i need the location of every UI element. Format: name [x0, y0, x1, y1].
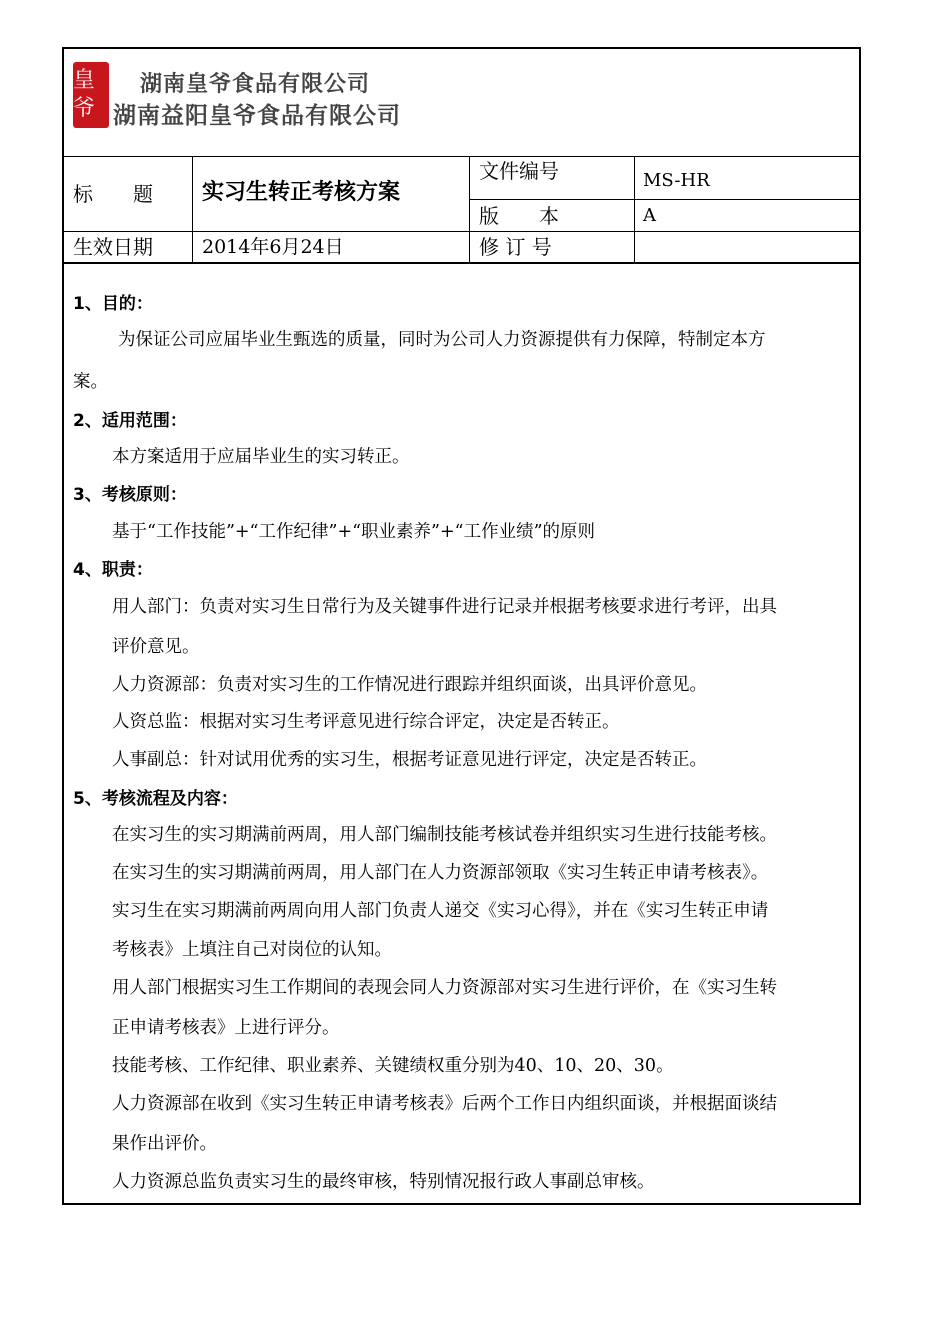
file-no-label: 文件编号: [479, 159, 559, 183]
effective-date-value: 2014年6月24日: [202, 236, 344, 258]
version-value: A: [643, 205, 656, 226]
title-label: 标 题: [73, 182, 153, 206]
rule: [64, 156, 861, 157]
section-heading: 1、目的：: [73, 294, 153, 314]
paragraph: 人事副总：针对试用优秀的实习生，根据考证意见进行评定，决定是否转正。: [112, 750, 707, 770]
section-heading: 4、职责：: [73, 560, 153, 580]
paragraph: 在实习生的实习期满前两周，用人部门在人力资源部领取《实习生转正申请考核表》。: [112, 863, 769, 883]
paragraph: 人力资源部：负责对实习生的工作情况进行跟踪并组织面谈，出具评价意见。: [112, 675, 707, 695]
rule: [64, 262, 861, 264]
paragraph: 用人部门：负责对实习生日常行为及关键事件进行记录并根据考核要求进行考评，出具: [112, 597, 777, 617]
company-name-2: 湖南益阳皇爷食品有限公司: [113, 103, 401, 129]
paragraph: 本方案适用于应届毕业生的实习转正。: [112, 447, 410, 467]
paragraph: 正申请考核表》上进行评分。: [112, 1018, 340, 1038]
section-heading: 2、适用范围：: [73, 411, 187, 431]
paragraph: 人力资源部在收到《实习生转正申请考核表》后两个工作日内组织面谈，并根据面谈结: [112, 1094, 777, 1114]
paragraph: 考核表》上填注自己对岗位的认知。: [112, 940, 392, 960]
paragraph: 评价意见。: [112, 637, 200, 657]
document-title: 实习生转正考核方案: [202, 180, 401, 205]
paragraph: 用人部门根据实习生工作期间的表现会同人力资源部对实习生进行评价，在《实习生转: [112, 978, 777, 998]
paragraph: 基于“工作技能”+“工作纪律”+“职业素养”+“工作业绩”的原则: [112, 522, 596, 542]
paragraph: 案。: [73, 372, 108, 392]
paragraph: 技能考核、工作纪律、职业素养、关键绩权重分别为40、10、20、30。: [112, 1056, 674, 1076]
rule: [469, 199, 861, 200]
effective-date-label: 生效日期: [73, 235, 153, 259]
paragraph: 实习生在实习期满前两周向用人部门负责人递交《实习心得》，并在《实习生转正申请: [112, 901, 769, 921]
paragraph: 人力资源总监负责实习生的最终审核，特别情况报行政人事副总审核。: [112, 1172, 655, 1192]
version-label: 版 本: [479, 204, 559, 228]
file-no-value: MS-HR: [643, 170, 710, 191]
rule: [634, 156, 635, 263]
rule: [192, 156, 193, 263]
paragraph: 在实习生的实习期满前两周，用人部门编制技能考核试卷并组织实习生进行技能考核。: [112, 825, 777, 845]
company-name-1: 湖南皇爷食品有限公司: [140, 72, 371, 97]
document-header: [64, 49, 859, 157]
rule: [469, 156, 470, 263]
rule: [64, 231, 861, 232]
logo-text: 皇爷: [73, 68, 96, 121]
section-heading: 3、考核原则：: [73, 485, 187, 505]
paragraph: 为保证公司应届毕业生甄选的质量，同时为公司人力资源提供有力保障，特制定本方: [118, 330, 766, 350]
revision-label: 修 订 号: [479, 235, 552, 259]
document-frame: [62, 47, 861, 1205]
paragraph: 人资总监：根据对实习生考评意见进行综合评定，决定是否转正。: [112, 712, 620, 732]
paragraph: 果作出评价。: [112, 1134, 217, 1154]
company-logo: [73, 62, 109, 128]
section-heading: 5、考核流程及内容：: [73, 789, 238, 809]
